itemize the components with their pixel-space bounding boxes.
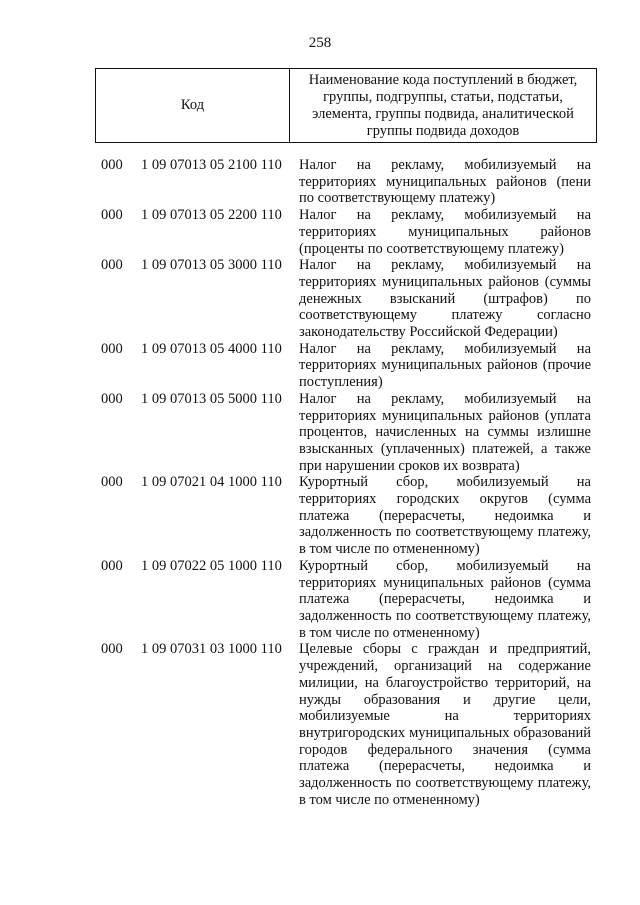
table-row	[101, 641, 591, 808]
budget-code: 1 09 07013 05 5000 110	[141, 390, 282, 407]
code-description: Целевые сборы с граждан и предприятий, учреждений, организаций на содержание милиции, на благоустройство территорий, на нужды образования и другие цели, мобилизуемые на территориях внутригородских муниципальных образований городов федерального значения (сумма платежа (перерасчеты, недоимка и задолженность по соответствующему платежу, в том числе по отмененному)	[299, 641, 591, 808]
table-row	[101, 558, 591, 642]
admin-code: 000	[101, 207, 123, 224]
admin-code: 000	[101, 474, 123, 491]
code-description: Налог на рекламу, мобилизуемый на территориях муниципальных районов (прочие поступления)	[299, 340, 591, 391]
budget-code: 1 09 07013 05 2100 110	[141, 157, 282, 173]
admin-code: 000	[101, 557, 123, 574]
header-code-column: Код	[96, 69, 290, 142]
admin-code: 000	[101, 257, 123, 274]
code-description: Налог на рекламу, мобилизуемый на территориях муниципальных районов (уплата процентов, начисленных на суммы излишне взысканных (уплаченных) платежей, а также при нарушении сроков их возврата)	[299, 390, 591, 474]
budget-code: 1 09 07022 05 1000 110	[141, 557, 282, 574]
admin-code: 000	[101, 340, 123, 357]
table-body	[101, 157, 591, 808]
code-description: Курортный сбор, мобилизуемый на территориях городских округов (сумма платежа (перерасчеты, недоимка и задолженность по соответствующему платежу, в том числе по отмененному)	[299, 474, 591, 558]
budget-code: 1 09 07013 05 3000 110	[141, 257, 282, 274]
code-description: Курортный сбор, мобилизуемый на территориях муниципальных районов (сумма платежа (перерасчеты, недоимка и задолженность по соответствующему платежу, в том числе по отмененному)	[299, 557, 591, 641]
admin-code: 000	[101, 390, 123, 407]
header-name-column: Наименование кода поступлений в бюджет, группы, подгруппы, статьи, подстатьи, элемента, группы подвида, аналитической группы подвида доходов	[308, 71, 578, 139]
code-description: Налог на рекламу, мобилизуемый на территориях муниципальных районов (суммы денежных взысканий (штрафов) по соответствующему платежу согласно законодательству Российской Федерации)	[299, 257, 591, 341]
table-row	[101, 257, 591, 341]
code-description: Налог на рекламу, мобилизуемый на территориях муниципальных районов (проценты по соответствующему платежу)	[299, 207, 591, 257]
budget-code: 1 09 07021 04 1000 110	[141, 474, 282, 491]
code-description: Налог на рекламу, мобилизуемый на территориях муниципальных районов (пени по соответствующему платежу)	[299, 157, 591, 207]
table-row	[101, 341, 591, 391]
page-number: 258	[308, 35, 332, 51]
table-row	[101, 391, 591, 475]
budget-code: 1 09 07013 05 2200 110	[141, 207, 282, 224]
table-row	[101, 207, 591, 257]
table-header	[95, 68, 597, 143]
admin-code: 000	[101, 641, 123, 658]
table-row	[101, 474, 591, 558]
budget-code: 1 09 07013 05 4000 110	[141, 340, 282, 357]
admin-code: 000	[101, 157, 123, 173]
budget-code: 1 09 07031 03 1000 110	[141, 641, 282, 658]
table-row	[101, 157, 591, 207]
